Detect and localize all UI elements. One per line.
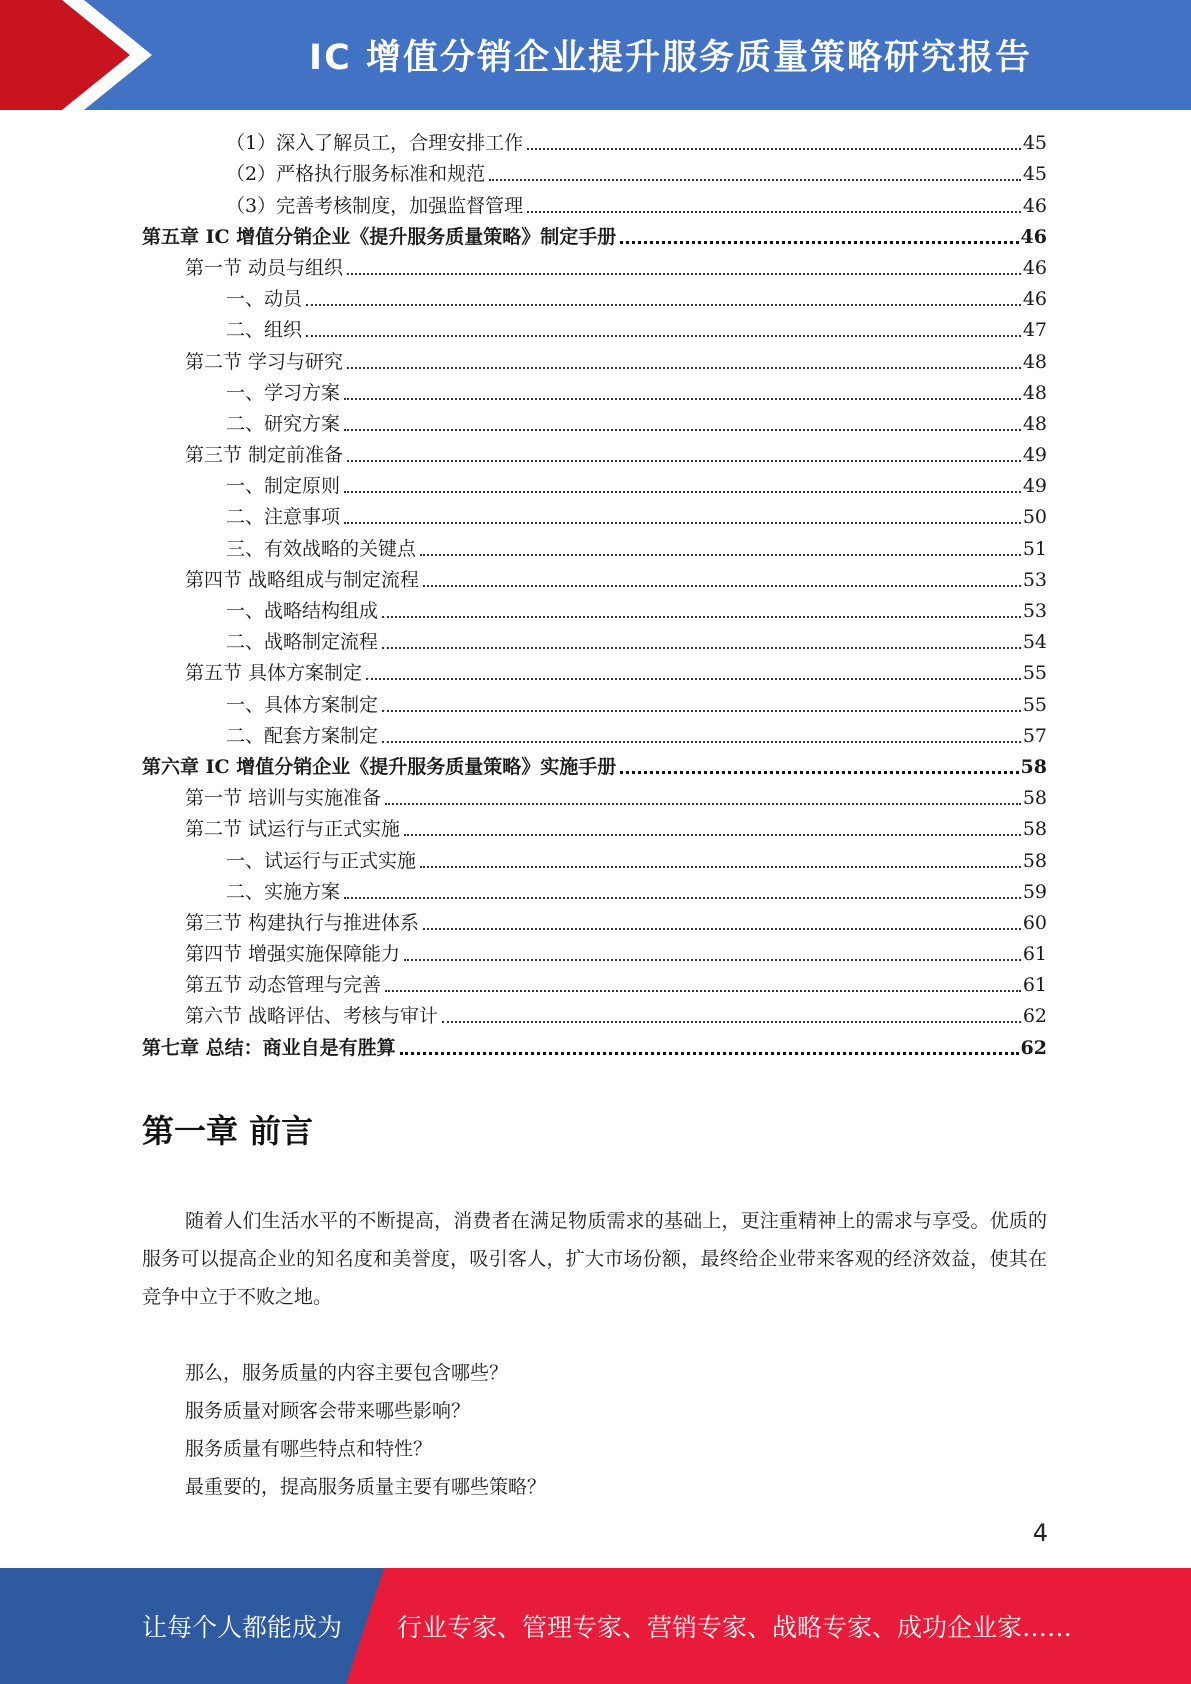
- toc-entry[interactable]: [142, 345, 1047, 376]
- toc-entry[interactable]: [142, 938, 1047, 969]
- toc-entry-label: （1）深入了解员工，合理安排工作: [226, 132, 524, 155]
- toc-entry[interactable]: [142, 532, 1047, 563]
- toc-entry[interactable]: [142, 314, 1047, 345]
- toc-entry-label: 二、注意事项: [226, 506, 341, 529]
- toc-leader-dots: [527, 211, 1021, 213]
- toc-entry[interactable]: [142, 907, 1047, 938]
- report-title: IC 增值分销企业提升服务质量策略研究报告: [309, 38, 1032, 78]
- toc-leader-dots: [347, 273, 1021, 275]
- toc-leader-dots: [344, 429, 1021, 431]
- toc-entry[interactable]: [142, 283, 1047, 314]
- toc-entry-page: 45: [1022, 132, 1047, 155]
- chapter-heading: 第一章 前言: [142, 1112, 314, 1150]
- toc-entry[interactable]: [142, 595, 1047, 626]
- toc-entry-label: 第二节 学习与研究: [185, 350, 344, 373]
- toc-entry-page: 53: [1022, 568, 1047, 591]
- toc-leader-dots: [306, 335, 1021, 337]
- table-of-contents: [142, 127, 1047, 1063]
- question-item: 那么，服务质量的内容主要包含哪些？: [185, 1362, 509, 1384]
- toc-leader-dots: [306, 304, 1021, 306]
- toc-entry-page: 45: [1022, 163, 1047, 186]
- toc-entry-page: 46: [1022, 256, 1047, 279]
- toc-entry-page: 53: [1022, 600, 1047, 622]
- toc-entry[interactable]: [142, 657, 1047, 688]
- toc-entry-label: 二、组织: [226, 319, 303, 342]
- toc-entry-page: 49: [1022, 475, 1047, 498]
- toc-entry-page: 50: [1022, 506, 1047, 529]
- toc-entry-page: 58: [1022, 818, 1047, 841]
- toc-leader-dots: [347, 460, 1021, 462]
- toc-entry[interactable]: [142, 876, 1047, 907]
- toc-entry-label: 一、试运行与正式实施: [226, 849, 417, 872]
- toc-entry-label: 第六章 IC 增值分销企业《提升服务质量策略》实施手册: [142, 755, 617, 778]
- toc-entry-page: 46: [1022, 194, 1047, 217]
- question-item: 最重要的，提高服务质量主要有哪些策略？: [185, 1476, 547, 1498]
- toc-entry[interactable]: [142, 1031, 1047, 1062]
- toc-entry-label: 二、实施方案: [226, 880, 341, 903]
- toc-entry[interactable]: [142, 626, 1047, 657]
- toc-entry-page: 46: [1022, 288, 1047, 311]
- toc-leader-dots: [442, 1021, 1021, 1023]
- toc-entry-label: 一、制定原则: [226, 475, 341, 498]
- toc-leader-dots: [620, 241, 1018, 244]
- toc-entry-label: 第五节 动态管理与完善: [185, 974, 382, 997]
- toc-leader-dots: [344, 522, 1021, 524]
- toc-leader-dots: [489, 179, 1021, 181]
- toc-entry-page: 46: [1020, 225, 1047, 248]
- toc-entry-label: 第四节 战略组成与制定流程: [185, 568, 420, 591]
- toc-entry-label: 第一节 培训与实施准备: [185, 787, 382, 810]
- toc-leader-dots: [620, 771, 1018, 774]
- toc-leader-dots: [404, 959, 1021, 961]
- toc-leader-dots: [527, 148, 1021, 150]
- toc-entry-label: 一、学习方案: [226, 381, 341, 404]
- toc-entry-label: （3）完善考核制度，加强监督管理: [226, 194, 524, 217]
- toc-entry[interactable]: [142, 564, 1047, 595]
- toc-leader-dots: [366, 678, 1021, 680]
- toc-entry-label: 第五节 具体方案制定: [185, 662, 363, 685]
- toc-entry[interactable]: [142, 813, 1047, 844]
- toc-entry[interactable]: [142, 751, 1047, 782]
- toc-entry-page: 48: [1022, 350, 1047, 373]
- toc-entry-page: 49: [1022, 444, 1047, 467]
- toc-entry[interactable]: [142, 969, 1047, 1000]
- question-item: 服务质量对顾客会带来哪些影响？: [185, 1400, 471, 1422]
- toc-entry[interactable]: [142, 252, 1047, 283]
- footer-slogan-roles: 行业专家、管理专家、营销专家、战略专家、成功企业家……: [397, 1613, 1073, 1642]
- toc-leader-dots: [382, 647, 1021, 649]
- toc-leader-dots: [404, 834, 1021, 836]
- toc-entry-page: 60: [1022, 911, 1047, 934]
- toc-entry[interactable]: [142, 501, 1047, 532]
- toc-entry-page: 48: [1022, 412, 1047, 435]
- toc-entry-label: 一、具体方案制定: [226, 693, 379, 716]
- toc-entry-label: 第七章 总结：商业自是有胜算: [142, 1036, 396, 1059]
- toc-entry-page: 62: [1020, 1036, 1047, 1059]
- toc-entry[interactable]: [142, 782, 1047, 813]
- toc-entry-page: 61: [1022, 974, 1047, 997]
- toc-entry-label: 第一节 动员与组织: [185, 256, 344, 279]
- toc-leader-dots: [344, 491, 1021, 493]
- toc-entry-page: 51: [1022, 537, 1047, 560]
- toc-entry[interactable]: [142, 408, 1047, 439]
- footer-slogan-lead: 让每个人都能成为: [142, 1613, 343, 1642]
- toc-entry[interactable]: [142, 189, 1047, 220]
- toc-entry-label: 第四节 增强实施保障能力: [185, 943, 401, 966]
- toc-entry[interactable]: [142, 1000, 1047, 1031]
- toc-leader-dots: [385, 803, 1021, 805]
- toc-entry[interactable]: [142, 377, 1047, 408]
- toc-entry-page: 58: [1020, 755, 1047, 778]
- toc-entry-page: 58: [1022, 849, 1047, 872]
- toc-entry-label: 一、动员: [226, 288, 303, 311]
- toc-entry-page: 48: [1022, 381, 1047, 404]
- toc-entry-page: 47: [1022, 319, 1047, 342]
- toc-leader-dots: [423, 928, 1021, 930]
- toc-entry-label: 第六节 战略评估、考核与审计: [185, 1005, 439, 1028]
- toc-entry-label: 第三节 制定前准备: [185, 444, 344, 467]
- toc-entry[interactable]: [142, 844, 1047, 875]
- toc-entry-page: 59: [1022, 880, 1047, 903]
- toc-entry-page: 54: [1022, 631, 1047, 654]
- toc-entry[interactable]: [142, 720, 1047, 751]
- toc-entry-label: 二、配套方案制定: [226, 724, 379, 747]
- toc-entry-label: 一、战略结构组成: [226, 600, 379, 622]
- toc-leader-dots: [423, 585, 1021, 587]
- intro-paragraph: 随着人们生活水平的不断提高，消费者在满足物质需求的基础上，更注重精神上的需求与享受。优质的服务可以提高企业的知名度和美誉度，吸引客人，扩大市场份额，最终给企业带来客观的经济效益，使其在竞争中立于不败之地。: [142, 1210, 1047, 1308]
- toc-leader-dots: [344, 897, 1021, 899]
- toc-entry-label: 二、研究方案: [226, 412, 341, 435]
- toc-leader-dots: [344, 398, 1021, 400]
- toc-leader-dots: [382, 710, 1021, 712]
- toc-entry[interactable]: [142, 470, 1047, 501]
- toc-entry-label: 第二节 试运行与正式实施: [185, 818, 401, 841]
- toc-entry-page: 57: [1022, 724, 1047, 747]
- toc-entry-page: 55: [1022, 662, 1047, 685]
- toc-entry[interactable]: [142, 127, 1047, 158]
- toc-entry[interactable]: [142, 439, 1047, 470]
- toc-entry[interactable]: [142, 221, 1047, 252]
- question-item: 服务质量有哪些特点和特性？: [185, 1438, 433, 1460]
- question-list: [185, 1354, 546, 1506]
- toc-entry-label: 第五章 IC 增值分销企业《提升服务质量策略》制定手册: [142, 225, 617, 248]
- toc-entry-page: 55: [1022, 693, 1047, 716]
- toc-entry-label: （2）严格执行服务标准和规范: [226, 163, 486, 186]
- toc-entry[interactable]: [142, 688, 1047, 719]
- toc-entry-page: 58: [1022, 787, 1047, 810]
- toc-leader-dots: [420, 554, 1021, 556]
- page-header: [0, 0, 1191, 110]
- toc-entry-page: 62: [1022, 1005, 1047, 1028]
- toc-entry-label: 二、战略制定流程: [226, 631, 379, 654]
- toc-leader-dots: [382, 741, 1021, 743]
- toc-entry-label: 第三节 构建执行与推进体系: [185, 911, 420, 934]
- page-number: 4: [1032, 1519, 1048, 1547]
- toc-leader-dots: [400, 1052, 1019, 1055]
- toc-entry-label: 三、有效战略的关键点: [226, 537, 417, 560]
- page-footer: [0, 1568, 1191, 1684]
- toc-leader-dots: [420, 866, 1021, 868]
- toc-entry[interactable]: [142, 158, 1047, 189]
- toc-leader-dots: [385, 990, 1021, 992]
- toc-leader-dots: [382, 616, 1021, 618]
- toc-entry-page: 61: [1022, 943, 1047, 966]
- toc-leader-dots: [347, 367, 1021, 369]
